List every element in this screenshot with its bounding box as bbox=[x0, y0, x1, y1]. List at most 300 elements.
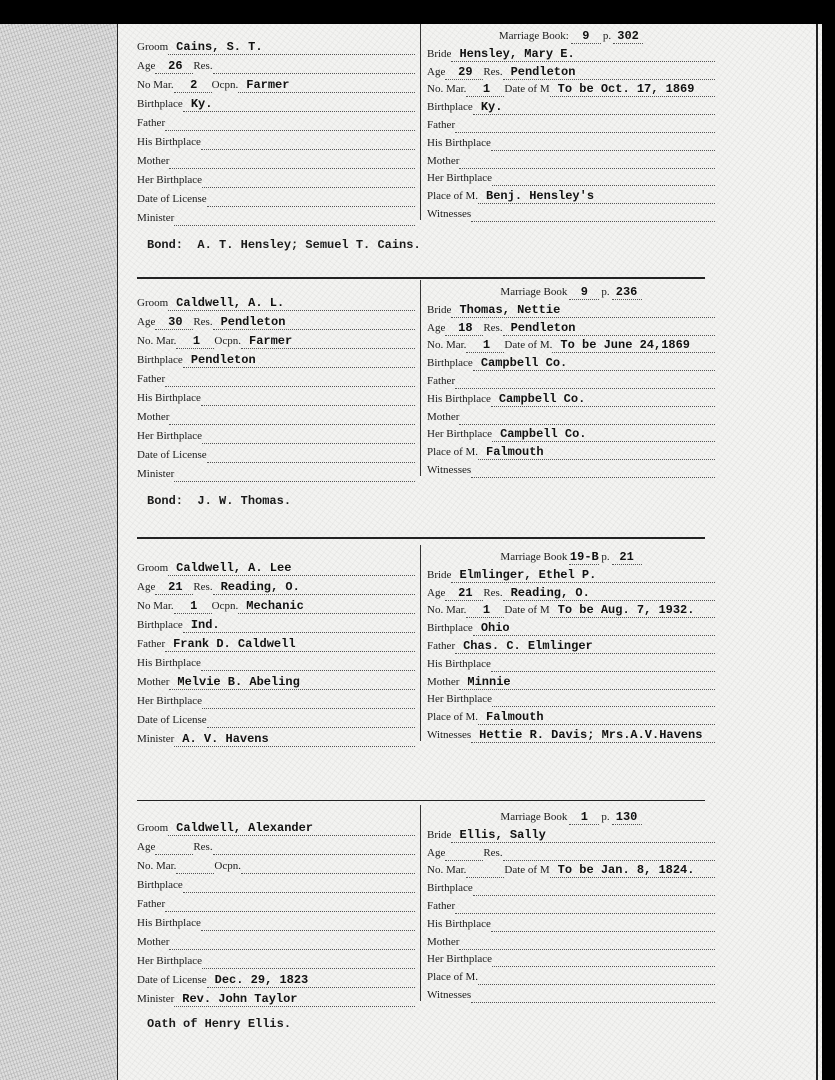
field-value-line bbox=[451, 568, 715, 583]
form-row bbox=[427, 707, 715, 725]
field-value-line bbox=[174, 211, 415, 226]
field-value: To be June 24,1869 bbox=[560, 338, 691, 353]
field-label: Res. bbox=[483, 846, 503, 859]
field-value-line bbox=[207, 192, 415, 207]
field-value-line bbox=[478, 710, 715, 725]
field-value: Rev. John Taylor bbox=[182, 992, 298, 1006]
field-label: Father bbox=[137, 117, 166, 129]
record-separator bbox=[137, 277, 705, 279]
field-value: 29 bbox=[458, 64, 473, 79]
field-value-line bbox=[213, 840, 415, 855]
field-value-line bbox=[491, 917, 715, 932]
field-value: Ind. bbox=[190, 618, 220, 632]
field-label: Place of M. bbox=[427, 446, 479, 459]
form-row bbox=[137, 671, 415, 690]
form-field bbox=[193, 315, 415, 330]
field-label: Father bbox=[427, 899, 456, 912]
field-value-line bbox=[174, 732, 415, 747]
page-label: p. bbox=[601, 286, 610, 298]
marriage-book-header bbox=[427, 547, 715, 565]
field-label: Birthplace bbox=[427, 357, 473, 370]
field-value-line bbox=[183, 97, 415, 112]
field-label: His Birthplace bbox=[427, 136, 491, 149]
field-value: Reading, O. bbox=[220, 580, 300, 594]
field-label: Age bbox=[137, 316, 156, 328]
field-value: Ky. bbox=[480, 100, 503, 115]
form-row bbox=[427, 62, 715, 80]
field-value-line bbox=[451, 47, 715, 62]
record-note: Bond: A. T. Hensley; Semuel T. Cains. bbox=[147, 238, 421, 252]
form-row bbox=[137, 292, 415, 311]
form-row bbox=[427, 950, 715, 968]
field-label: Her Birthplace bbox=[137, 695, 203, 707]
form-field bbox=[427, 463, 715, 478]
form-field bbox=[427, 568, 715, 583]
form-field bbox=[137, 467, 415, 482]
field-label: Res. bbox=[193, 841, 213, 853]
field-value: 21 bbox=[168, 580, 183, 594]
field-value-line bbox=[445, 321, 483, 336]
form-field bbox=[427, 988, 715, 1003]
form-row bbox=[137, 855, 415, 874]
form-row bbox=[427, 861, 715, 879]
field-label: His Birthplace bbox=[427, 657, 491, 670]
page-border-right bbox=[816, 24, 818, 1080]
form-field bbox=[193, 840, 415, 855]
field-value-line bbox=[207, 973, 415, 988]
field-value: To be Oct. 17, 1869 bbox=[557, 82, 695, 97]
field-value: Pendleton bbox=[510, 320, 576, 335]
field-value: Ohio bbox=[480, 621, 510, 636]
book-number-line bbox=[569, 810, 599, 825]
form-field bbox=[137, 561, 415, 576]
field-label: Father bbox=[427, 118, 456, 131]
field-value-line bbox=[471, 988, 715, 1003]
marriage-record bbox=[137, 285, 727, 532]
field-label: Date of M. bbox=[504, 339, 553, 352]
form-field bbox=[427, 189, 715, 204]
field-value-line bbox=[503, 846, 715, 861]
form-row bbox=[427, 654, 715, 672]
field-value-line bbox=[165, 637, 415, 652]
groom-section bbox=[137, 557, 415, 747]
form-row bbox=[427, 725, 715, 743]
field-value: 1 bbox=[482, 603, 491, 618]
book-number: 19-B bbox=[569, 550, 599, 564]
form-row bbox=[137, 368, 415, 387]
field-value: Pendleton bbox=[510, 64, 576, 79]
field-label: Res. bbox=[483, 65, 503, 78]
field-value-line bbox=[213, 59, 415, 74]
form-field bbox=[427, 586, 483, 601]
form-field bbox=[137, 173, 415, 188]
field-label: Groom bbox=[137, 41, 169, 53]
field-value-line bbox=[168, 296, 415, 311]
field-value: Falmouth bbox=[486, 710, 544, 725]
field-value-line bbox=[155, 59, 193, 74]
form-row bbox=[137, 36, 415, 55]
field-value-line bbox=[471, 728, 715, 743]
form-field bbox=[427, 917, 715, 932]
form-field bbox=[137, 675, 415, 690]
field-label: Father bbox=[427, 374, 456, 387]
form-row bbox=[137, 557, 415, 576]
form-row bbox=[427, 389, 715, 407]
form-row bbox=[427, 151, 715, 169]
marriage-book-header bbox=[427, 282, 715, 300]
groom-section bbox=[137, 292, 415, 482]
field-value-line bbox=[459, 410, 715, 425]
form-field bbox=[137, 859, 214, 874]
book-label: Marriage Book bbox=[500, 286, 568, 298]
marriage-book-header bbox=[427, 26, 715, 44]
field-value-line bbox=[492, 952, 715, 967]
field-value-line bbox=[492, 692, 715, 707]
field-value-line bbox=[168, 821, 415, 836]
form-row bbox=[427, 115, 715, 133]
form-row bbox=[137, 969, 415, 988]
field-value: 26 bbox=[168, 59, 183, 73]
page-number: 236 bbox=[615, 285, 638, 299]
field-value-line bbox=[455, 899, 715, 914]
field-value-line bbox=[445, 586, 483, 601]
marriage-record bbox=[137, 810, 727, 1057]
form-field bbox=[427, 846, 483, 861]
form-row bbox=[427, 300, 715, 318]
field-label: Minister bbox=[137, 993, 175, 1005]
form-field bbox=[137, 897, 415, 912]
form-row bbox=[427, 425, 715, 443]
field-value-line bbox=[155, 840, 193, 855]
field-value: Hettie R. Davis; Mrs.A.V.Havens bbox=[479, 727, 703, 742]
field-value-line bbox=[471, 463, 715, 478]
field-value-line bbox=[174, 467, 415, 482]
form-field bbox=[137, 372, 415, 387]
page-number-line bbox=[613, 29, 643, 44]
field-label: Witnesses bbox=[427, 463, 472, 476]
page-label: p. bbox=[601, 551, 610, 563]
field-value-line bbox=[473, 356, 715, 371]
field-value-line bbox=[202, 954, 415, 969]
field-value: Dec. 29, 1823 bbox=[214, 973, 309, 987]
field-value-line bbox=[202, 694, 415, 709]
form-field bbox=[137, 618, 415, 633]
field-value-line bbox=[241, 859, 415, 874]
field-value: 21 bbox=[458, 585, 473, 600]
field-value-line bbox=[176, 859, 214, 874]
form-field bbox=[137, 334, 214, 349]
form-field bbox=[483, 586, 715, 601]
field-label: His Birthplace bbox=[427, 392, 491, 405]
field-value: Caldwell, Alexander bbox=[176, 821, 313, 835]
field-value-line bbox=[503, 586, 715, 601]
field-value-line bbox=[169, 675, 415, 690]
form-field bbox=[137, 599, 212, 614]
field-value-line bbox=[174, 78, 212, 93]
field-value-line bbox=[213, 580, 415, 595]
form-row bbox=[137, 207, 415, 226]
field-value-line bbox=[213, 315, 415, 330]
field-value-line bbox=[445, 846, 483, 861]
form-row bbox=[427, 442, 715, 460]
book-label: Marriage Book: bbox=[498, 30, 569, 42]
field-value-line bbox=[459, 154, 715, 169]
form-row bbox=[137, 652, 415, 671]
form-field bbox=[427, 952, 715, 967]
book-label: Marriage Book bbox=[500, 551, 568, 563]
form-row bbox=[137, 444, 415, 463]
field-value-line bbox=[201, 656, 415, 671]
field-label: Mother bbox=[137, 936, 170, 948]
bride-section bbox=[427, 26, 715, 222]
field-label: Birthplace bbox=[427, 101, 473, 114]
field-value-line bbox=[552, 338, 715, 353]
marriage-record bbox=[137, 550, 727, 797]
field-label: Res. bbox=[193, 60, 213, 72]
form-row bbox=[427, 407, 715, 425]
field-label: Her Birthplace bbox=[427, 693, 493, 706]
field-label: Her Birthplace bbox=[137, 174, 203, 186]
form-field bbox=[427, 65, 483, 80]
form-row bbox=[427, 186, 715, 204]
field-label: His Birthplace bbox=[137, 917, 201, 929]
field-label: No. Mar. bbox=[427, 83, 467, 96]
form-field bbox=[427, 863, 504, 878]
field-label: Her Birthplace bbox=[427, 172, 493, 185]
form-field bbox=[427, 303, 715, 318]
field-value: To be Jan. 8, 1824. bbox=[557, 863, 695, 878]
field-label: Birthplace bbox=[427, 882, 473, 895]
field-label: Father bbox=[427, 639, 456, 652]
field-label: Her Birthplace bbox=[137, 430, 203, 442]
form-field bbox=[427, 603, 504, 618]
field-label: Place of M. bbox=[427, 971, 479, 984]
field-label: Witnesses bbox=[427, 728, 472, 741]
field-label: Age bbox=[137, 60, 156, 72]
form-field bbox=[504, 603, 715, 618]
form-row bbox=[427, 44, 715, 62]
field-value: Frank D. Caldwell bbox=[173, 637, 296, 651]
field-label: Bride bbox=[427, 47, 452, 60]
field-value: Thomas, Nettie bbox=[459, 302, 561, 317]
field-value-line bbox=[201, 391, 415, 406]
form-field bbox=[427, 338, 504, 353]
form-field bbox=[427, 47, 715, 62]
page-border-left bbox=[117, 24, 118, 1080]
form-field bbox=[137, 78, 212, 93]
field-value-line bbox=[550, 603, 715, 618]
form-row bbox=[427, 878, 715, 896]
field-value-line bbox=[238, 78, 415, 93]
field-label: Birthplace bbox=[137, 354, 183, 366]
form-field bbox=[137, 192, 415, 207]
field-value: 18 bbox=[458, 320, 473, 335]
book-number-line bbox=[571, 29, 601, 44]
field-value-line bbox=[459, 675, 715, 690]
field-label: Date of License bbox=[137, 974, 207, 986]
field-value: Mechanic bbox=[246, 599, 304, 613]
form-row bbox=[427, 636, 715, 654]
field-value: A. V. Havens bbox=[182, 732, 269, 746]
book-number-line bbox=[569, 285, 599, 300]
form-row bbox=[427, 914, 715, 932]
form-row bbox=[137, 931, 415, 950]
form-row bbox=[137, 576, 415, 595]
form-field bbox=[137, 973, 415, 988]
form-field bbox=[193, 59, 415, 74]
form-field bbox=[427, 828, 715, 843]
field-label: Ocpn. bbox=[211, 600, 239, 612]
form-row bbox=[427, 672, 715, 690]
field-label: No. Mar. bbox=[137, 335, 177, 347]
page-number-line bbox=[612, 810, 642, 825]
field-value-line bbox=[207, 713, 415, 728]
field-value-line bbox=[503, 65, 715, 80]
field-label: Date of License bbox=[137, 193, 207, 205]
field-label: Birthplace bbox=[137, 98, 183, 110]
field-value-line bbox=[169, 154, 415, 169]
form-row bbox=[427, 169, 715, 187]
field-value: Elmlinger, Ethel P. bbox=[459, 567, 597, 582]
form-row bbox=[137, 633, 415, 652]
field-value-line bbox=[169, 410, 415, 425]
field-value: 2 bbox=[190, 78, 198, 92]
field-value-line bbox=[478, 445, 715, 460]
field-value-line bbox=[455, 374, 715, 389]
field-value-line bbox=[241, 334, 415, 349]
field-value: Minnie bbox=[467, 674, 511, 689]
form-field bbox=[137, 410, 415, 425]
field-label: Age bbox=[137, 581, 156, 593]
form-field bbox=[427, 970, 715, 985]
field-value: Farmer bbox=[246, 78, 290, 92]
field-label: Place of M. bbox=[427, 711, 479, 724]
field-label: No. Mar. bbox=[137, 860, 177, 872]
form-field bbox=[427, 692, 715, 707]
bride-section bbox=[427, 282, 715, 478]
record-separator bbox=[137, 800, 705, 801]
field-value: Campbell Co. bbox=[480, 356, 568, 371]
form-row bbox=[427, 204, 715, 222]
form-field bbox=[427, 935, 715, 950]
field-value: Campbell Co. bbox=[498, 391, 586, 406]
groom-section bbox=[137, 36, 415, 226]
form-field bbox=[137, 448, 415, 463]
field-label: Her Birthplace bbox=[427, 428, 493, 441]
form-row bbox=[427, 618, 715, 636]
form-row bbox=[427, 843, 715, 861]
form-field bbox=[427, 445, 715, 460]
form-field bbox=[212, 78, 415, 93]
form-field bbox=[137, 935, 415, 950]
field-label: Date of M bbox=[504, 604, 550, 617]
page-label: p. bbox=[601, 811, 610, 823]
field-value-line bbox=[473, 621, 715, 636]
column-divider bbox=[420, 805, 421, 1001]
form-row bbox=[427, 565, 715, 583]
field-value-line bbox=[550, 82, 715, 97]
form-field bbox=[483, 846, 715, 861]
form-row bbox=[427, 825, 715, 843]
form-row bbox=[427, 932, 715, 950]
bride-section bbox=[427, 807, 715, 1003]
field-value-line bbox=[176, 334, 214, 349]
field-value: 1 bbox=[482, 338, 491, 353]
field-value: Falmouth bbox=[486, 445, 544, 460]
form-field bbox=[137, 116, 415, 131]
field-value-line bbox=[201, 135, 415, 150]
form-field bbox=[504, 82, 715, 97]
form-field bbox=[137, 713, 415, 728]
form-field bbox=[427, 621, 715, 636]
form-field bbox=[137, 391, 415, 406]
form-field bbox=[193, 580, 415, 595]
form-row bbox=[137, 169, 415, 188]
marriage-record bbox=[137, 29, 727, 276]
field-label: No Mar. bbox=[137, 600, 174, 612]
field-value-line bbox=[503, 321, 715, 336]
form-row bbox=[137, 836, 415, 855]
form-row bbox=[137, 614, 415, 633]
field-value-line bbox=[165, 897, 415, 912]
form-field bbox=[137, 992, 415, 1007]
field-label: Mother bbox=[427, 935, 460, 948]
field-label: His Birthplace bbox=[427, 917, 491, 930]
field-value-line bbox=[459, 935, 715, 950]
form-row bbox=[427, 133, 715, 151]
record-note: Bond: J. W. Thomas. bbox=[147, 494, 292, 508]
field-value-line bbox=[155, 580, 193, 595]
form-row bbox=[427, 353, 715, 371]
form-field bbox=[137, 59, 193, 74]
form-row bbox=[137, 817, 415, 836]
field-value-line bbox=[202, 173, 415, 188]
field-value-line bbox=[466, 338, 504, 353]
field-value: Farmer bbox=[249, 334, 293, 348]
form-field bbox=[137, 656, 415, 671]
form-row bbox=[427, 97, 715, 115]
groom-section bbox=[137, 817, 415, 1007]
page-number: 21 bbox=[619, 550, 634, 564]
field-label: Mother bbox=[427, 675, 460, 688]
form-field bbox=[137, 580, 193, 595]
field-value-line bbox=[466, 82, 504, 97]
form-row bbox=[137, 131, 415, 150]
form-field bbox=[427, 639, 715, 654]
form-row bbox=[137, 311, 415, 330]
form-field bbox=[427, 675, 715, 690]
field-value-line bbox=[473, 881, 715, 896]
field-label: Father bbox=[137, 898, 166, 910]
field-label: Minister bbox=[137, 212, 175, 224]
field-label: Age bbox=[427, 586, 446, 599]
column-divider bbox=[420, 280, 421, 476]
field-label: Her Birthplace bbox=[137, 955, 203, 967]
book-label: Marriage Book bbox=[500, 811, 568, 823]
field-label: Birthplace bbox=[137, 879, 183, 891]
field-value: To be Aug. 7, 1932. bbox=[557, 603, 695, 618]
form-row bbox=[427, 896, 715, 914]
field-value: Caldwell, A. Lee bbox=[176, 561, 292, 575]
form-row bbox=[427, 318, 715, 336]
form-field bbox=[427, 100, 715, 115]
form-row bbox=[427, 460, 715, 478]
form-field bbox=[504, 338, 715, 353]
form-field bbox=[214, 334, 415, 349]
field-label: Groom bbox=[137, 297, 169, 309]
form-field bbox=[427, 427, 715, 442]
form-field bbox=[137, 296, 415, 311]
